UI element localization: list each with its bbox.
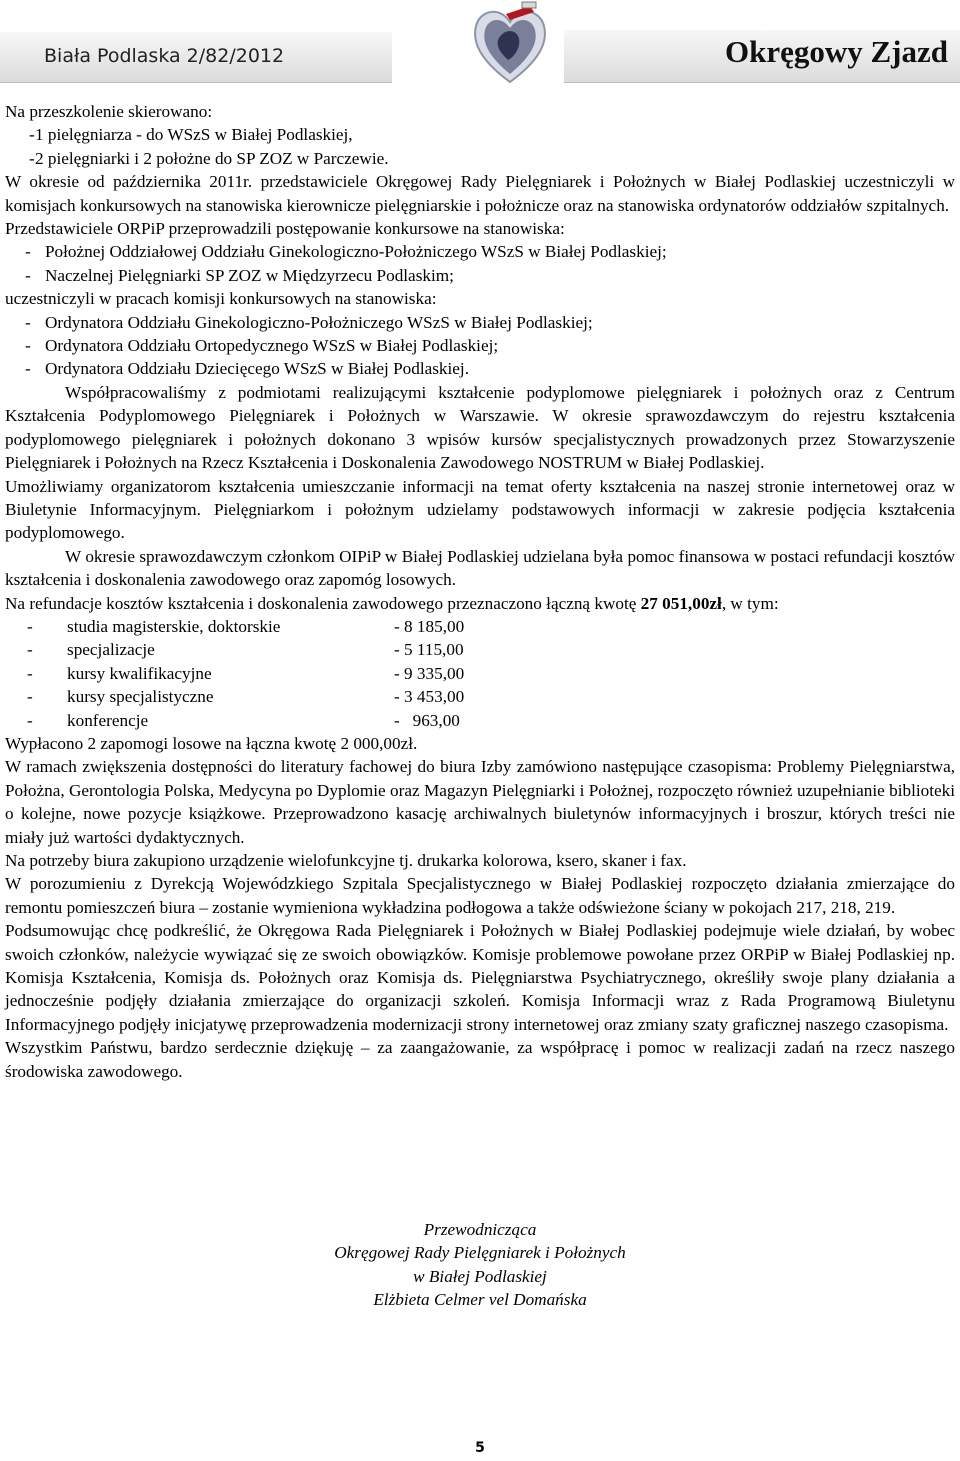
list-item: - Położnej Oddziałowej Oddziału Ginekologiczno-Położniczego WSzS w Białej Podlaskiej; xyxy=(25,242,667,262)
page-header xyxy=(0,0,960,92)
heart-logo-icon xyxy=(470,0,550,88)
paragraph: Na refundacje kosztów kształcenia i doskonalenia zawodowego przeznaczono łączną kwotę 27 051,00zł, w tym: xyxy=(5,593,779,613)
list-item: - Ordynatora Oddziału Dziecięcego WSzS w Białej Podlaskiej. xyxy=(25,359,469,379)
section-title: Okręgowy Zjazd xyxy=(724,34,948,69)
report-body xyxy=(5,100,955,1083)
paragraph: Wszystkim Państwu, bardzo serdecznie dziękuję – za zaangażowanie, za współpracę i pomoc w realizacji zadań na rzecz naszego środowiska zawodowego. xyxy=(5,1038,955,1081)
list-item: - Ordynatora Oddziału Ginekologiczno-Położniczego WSzS w Białej Podlaskiej; xyxy=(25,312,593,332)
issue-title: Biała Podlaska 2/82/2012 xyxy=(44,45,285,67)
list-item: - 1 pielęgniarza - do WSzS w Białej Podlaskiej, xyxy=(29,125,353,145)
paragraph: W okresie sprawozdawczym członkom OIPiP w Białej Podlaskiej udzielana była pomoc finansowa w postaci refundacji kosztów kształcenia i doskonalenia zawodowego oraz zapomóg losowych. xyxy=(5,546,955,590)
paragraph: W ramach zwiększenia dostępności do literatury fachowej do biura Izby zamówiono następujące czasopisma: Problemy Pielęgniarstwa, Położna, Gerontologia Polska, Medycyna po Dyplomie oraz Magazyn Pielęgniarki i Położnej, rozpoczęto również uzupełnianie biblioteki o kolejne, nowe pozycje książkowe. Przeprowadzono kasację archiwalnych biuletynów informacyjnych i broszur, których treści nie miały już wartości dydaktycznych. xyxy=(5,757,955,847)
cost-row: - studia magisterskie, doktorskie - 8 185,00 xyxy=(27,616,465,636)
header-right-band xyxy=(564,30,960,83)
list-item: - Naczelnej Pielęgniarki SP ZOZ w Międzyrzecu Podlaskim; xyxy=(25,265,454,285)
paragraph: Na potrzeby biura zakupiono urządzenie wielofunkcyjne tj. drukarka kolorowa, ksero, skaner i fax. xyxy=(5,851,687,870)
paragraph: Na przeszkolenie skierowano: xyxy=(5,102,213,121)
page-number: 5 xyxy=(475,1440,485,1456)
signature-role: Przewodnicząca xyxy=(423,1220,537,1239)
cost-row: - specjalizacje - 5 115,00 xyxy=(27,640,464,660)
paragraph: uczestniczyli w pracach komisji konkursowych na stanowiska: xyxy=(5,289,437,309)
total-amount: 27 051,00zł xyxy=(640,593,722,613)
signature-name: Elżbieta Celmer vel Domańska xyxy=(373,1290,587,1310)
paragraph: W okresie od października 2011r. przedstawiciele Okręgowej Rady Pielęgniarek i Położnych w Białej Podlaskiej uczestniczyli w komisjach konkursowych na stanowiska kierownicze pielęgniarskie i położnicze oraz na stanowiska ordynatorów oddziałów szpitalnych. xyxy=(5,172,955,215)
signature-organization: Okręgowej Rady Pielęgniarek i Położnych xyxy=(334,1243,626,1263)
paragraph: Podsumowując chcę podkreślić, że Okręgowa Rada Pielęgniarek i Położnych w Białej Podlaskiej podejmuje wiele działań, by wobec swoich członków, należycie wywiązać się ze swoich obowiązków. Komisje problemowe powołane przez ORPiP w Białej Podlaskiej np. Komisja Kształcenia, Komisja ds. Położnych oraz Komisja ds. Pielęgniarstwa Psychiatrycznego, określiły swoje plany działania a jednocześnie podjęły działania zmierzające do organizacji szkoleń. Komisja Informacji wraz z Rada Programową Biuletynu Informacyjnego podjęły inicjatywę przeprowadzenia modernizacji strony internetowej oraz zmiany szaty graficznej naszego czasopisma. xyxy=(5,921,955,1034)
header-left-band xyxy=(0,32,392,83)
signature-location: w Białej Podlaskiej xyxy=(413,1266,547,1286)
cost-row: - kursy kwalifikacyjne - 9 335,00 xyxy=(27,663,465,683)
list-item: - 2 pielęgniarki i 2 położne do SP ZOZ w Parczewie. xyxy=(29,148,389,168)
signature-block xyxy=(0,1218,960,1312)
paragraph: Przedstawiciele ORPiP przeprowadzili postępowanie konkursowe na stanowiska: xyxy=(5,219,565,239)
cost-row: - kursy specjalistyczne - 3 453,00 xyxy=(27,687,465,707)
paragraph: W porozumieniu z Dyrekcją Wojewódzkiego Szpitala Specjalistycznego w Białej Podlaskiej rozpoczęto działania zmierzające do remontu pomieszczeń biura – zostanie wymieniona wykładzina podłogowa a także odświeżone ściany w pokojach 217, 218, 219. xyxy=(5,874,955,917)
list-item: - Ordynatora Oddziału Ortopedycznego WSzS w Białej Podlaskiej; xyxy=(25,336,499,356)
paragraph: Umożliwiamy organizatorom kształcenia umieszczanie informacji na temat oferty kształcenia na naszej stronie internetowej oraz w Biuletynie Informacyjnym. Pielęgniarkom i położnym udzielamy podstawowych informacji w zakresie podjęcia kształcenia podyplomowego. xyxy=(5,476,955,543)
cost-row: - konferencje - 963,00 xyxy=(27,710,460,730)
paragraph: Współpracowaliśmy z podmiotami realizującymi kształcenie podyplomowe pielęgniarek i położnych oraz z Centrum Kształcenia Podyplomowego Pielęgniarek i Położnych w Warszawie. W okresie sprawozdawczym do rejestru kształcenia podyplomowego pielęgniarek i położnych dokonano 3 wpisów kursów specjalistycznych prowadzonych przez Stowarzyszenie Pielęgniarek i Położnych na Rzecz Kształcenia i Doskonalenia Zawodowego NOSTRUM w Białej Podlaskiej. xyxy=(5,382,955,473)
paragraph: Wypłacono 2 zapomogi losowe na łączna kwotę 2 000,00zł. xyxy=(5,733,418,753)
